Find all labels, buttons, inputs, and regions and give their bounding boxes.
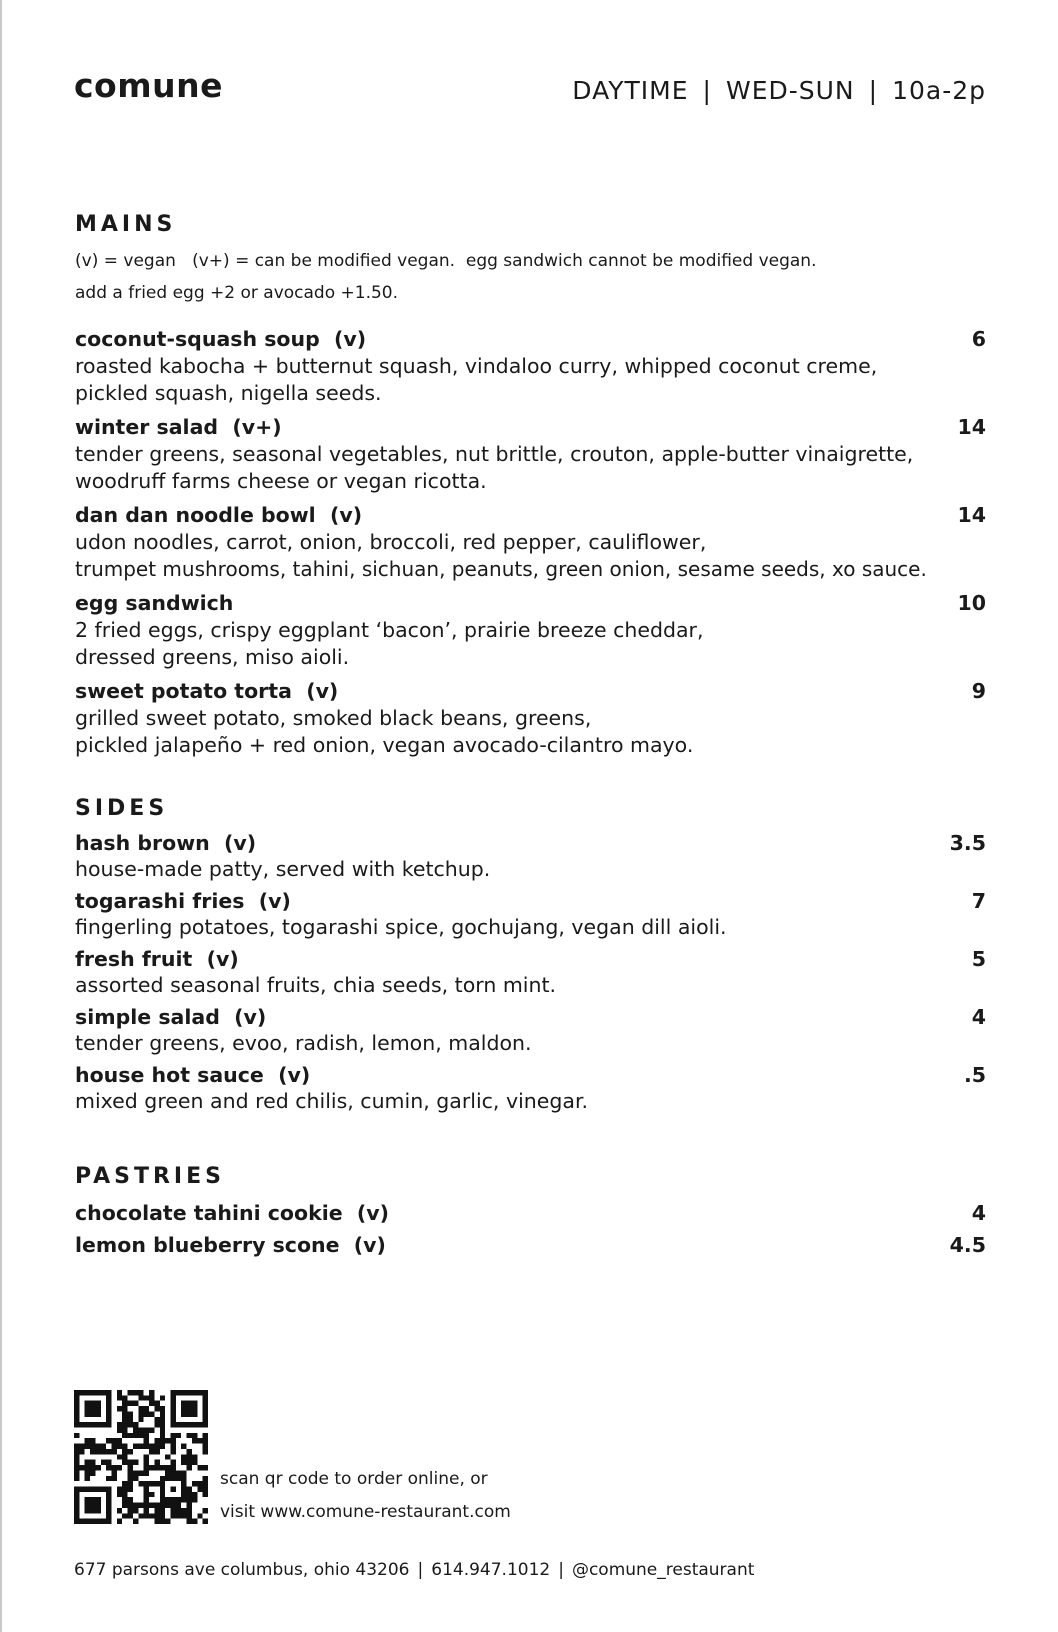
menu-item — [75, 1197, 986, 1229]
qr-code-icon[interactable] — [74, 1390, 208, 1524]
menu-item — [75, 829, 986, 882]
item-description: tender greens, evoo, radish, lemon, maldon. — [75, 1031, 532, 1055]
footer-address: 677 parsons ave columbus, ohio 43206 — [74, 1560, 410, 1580]
menu-item — [75, 589, 986, 671]
item-price: 9 — [971, 679, 986, 703]
hours-line — [572, 76, 986, 105]
item-price: 14 — [957, 503, 986, 527]
item-description: house-made patty, served with ketchup. — [75, 857, 491, 881]
item-description: woodruff farms cheese or vegan ricotta. — [75, 469, 487, 493]
item-name: hash brown (v) — [75, 831, 257, 855]
brand-logo: comune — [74, 66, 223, 105]
item-description: pickled squash, nigella seeds. — [75, 381, 382, 405]
item-description: mixed green and red chilis, cumin, garlic, vinegar. — [75, 1089, 589, 1113]
item-price: 4 — [971, 1005, 986, 1029]
menu-item — [75, 887, 986, 940]
item-description: dressed greens, miso aioli. — [75, 645, 350, 669]
item-description: 2 fried eggs, crispy eggplant ‘bacon’, prairie breeze cheddar, — [75, 618, 704, 642]
hours-time: 10a-2p — [892, 76, 986, 105]
footer-separator: | — [558, 1560, 564, 1580]
footer-social-handle[interactable]: @comune_restaurant — [571, 1560, 755, 1580]
pastries-section — [75, 1164, 986, 1261]
item-price: 14 — [957, 415, 986, 439]
hours-separator: | — [702, 76, 712, 105]
item-description: pickled jalapeño + red onion, vegan avocado-cilantro mayo. — [75, 733, 694, 757]
item-name: sweet potato torta (v) — [75, 679, 339, 703]
item-name: dan dan noodle bowl (v) — [75, 503, 363, 527]
item-description: udon noodles, carrot, onion, broccoli, red pepper, cauliflower, — [75, 530, 707, 554]
item-price: 7 — [971, 889, 986, 913]
item-description: roasted kabocha + butternut squash, vindaloo curry, whipped coconut creme, — [75, 354, 878, 378]
item-name: egg sandwich — [75, 591, 234, 615]
mains-list — [75, 325, 986, 759]
item-price: 5 — [971, 947, 986, 971]
item-price: 3.5 — [949, 831, 986, 855]
hours-days: WED-SUN — [725, 76, 855, 105]
item-price: 10 — [957, 591, 986, 615]
item-description: trumpet mushrooms, tahini, sichuan, peanuts, green onion, sesame seeds, xo sauce. — [75, 557, 927, 581]
menu-item — [75, 1003, 986, 1056]
item-description: assorted seasonal fruits, chia seeds, torn mint. — [75, 973, 557, 997]
item-name: togarashi fries (v) — [75, 889, 291, 913]
footer-phone: 614.947.1012 — [431, 1560, 551, 1580]
order-online-text — [220, 1463, 511, 1529]
item-name: coconut-squash soup (v) — [75, 327, 367, 351]
item-description: tender greens, seasonal vegetables, nut brittle, crouton, apple-butter vinaigrette, — [75, 442, 914, 466]
item-description: fingerling potatoes, togarashi spice, gochujang, vegan dill aioli. — [75, 915, 727, 939]
item-name: lemon blueberry scone (v) — [75, 1233, 386, 1257]
item-price: 4 — [971, 1201, 986, 1225]
menu-item — [75, 325, 986, 407]
menu-item — [75, 1229, 986, 1261]
item-description: grilled sweet potato, smoked black beans, greens, — [75, 706, 592, 730]
menu-item — [75, 413, 986, 495]
order-link[interactable]: visit www.comune-restaurant.com — [220, 1502, 511, 1522]
addon-note: add a fried egg +2 or avocado +1.50. — [75, 283, 399, 303]
item-name: chocolate tahini cookie (v) — [75, 1201, 390, 1225]
item-name: house hot sauce (v) — [75, 1063, 311, 1087]
sides-section — [75, 796, 986, 1119]
section-title: SIDES — [75, 796, 169, 821]
item-name: winter salad (v+) — [75, 415, 282, 439]
section-title: PASTRIES — [75, 1164, 225, 1189]
menu-item — [75, 1061, 986, 1114]
footer-contact — [74, 1560, 754, 1580]
item-name: simple salad (v) — [75, 1005, 267, 1029]
menu-item — [75, 501, 986, 583]
mains-section — [75, 212, 986, 765]
section-title: MAINS — [75, 212, 177, 237]
hours-label: DAYTIME — [572, 76, 689, 105]
hours-separator: | — [868, 76, 879, 105]
menu-item — [75, 945, 986, 998]
item-name: fresh fruit (v) — [75, 947, 239, 971]
item-price: .5 — [963, 1063, 986, 1087]
vegan-legend-note: (v) = vegan (v+) = can be modified vegan. egg sandwich cannot be modified vegan. — [75, 251, 817, 271]
order-line: scan qr code to order online, or — [220, 1469, 488, 1489]
footer-separator: | — [417, 1560, 424, 1580]
menu-item — [75, 677, 986, 759]
item-price: 4.5 — [949, 1233, 986, 1257]
item-price: 6 — [971, 327, 986, 351]
